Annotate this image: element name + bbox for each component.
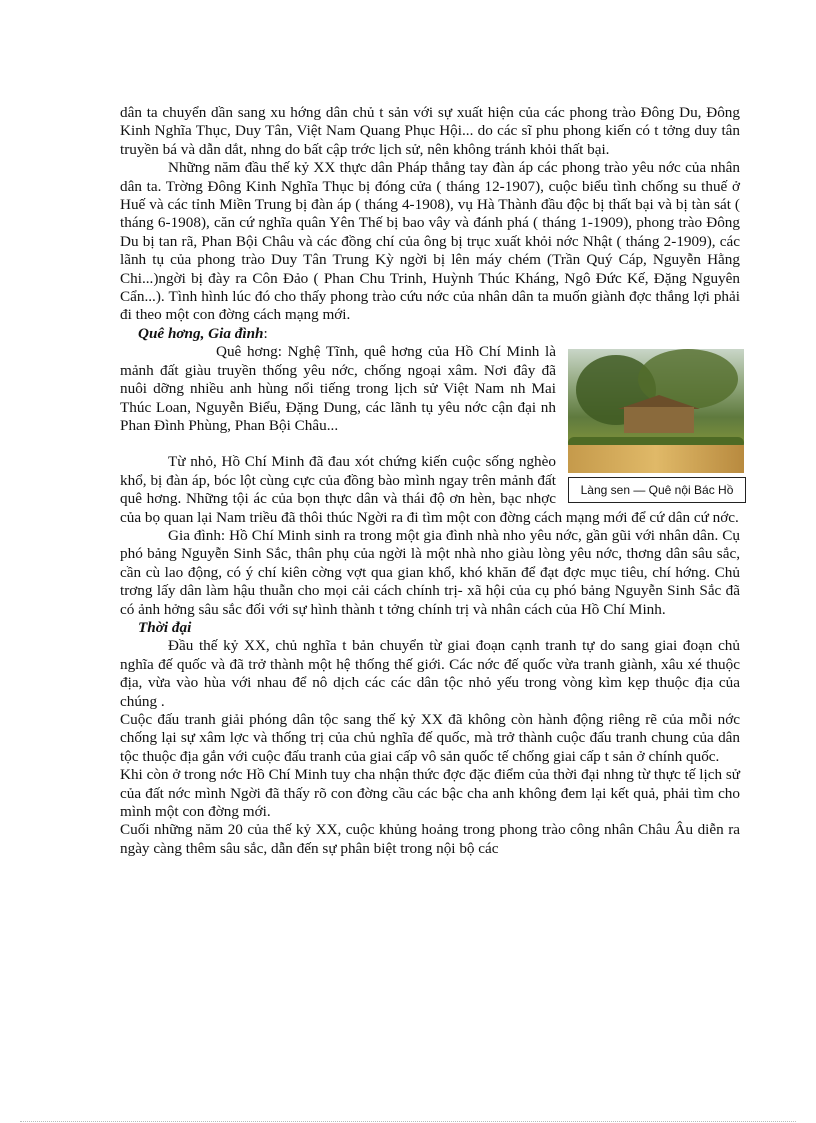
heading-hometown-text: Quê hơng, Gia đình	[138, 324, 264, 342]
paragraph-childhood: Từ nhỏ, Hồ Chí Minh đã đau xót chứng kiến cuộc sống nghèo khổ, bị đàn áp, bóc lột cùng cực của đồng bào mình ngay trên mảnh đất quê hơng. Những tội ác của bọn thực dân và thái độ ơn hèn, bạc nhợc của bọ quan lại Nam triều đã thôi thúc Ngời ra đi tìm một con đờng cách mạng mới để cứ dân cứ nớc.	[120, 453, 739, 526]
figure-caption: Làng sen — Quê nội Bác Hồ	[568, 477, 746, 503]
paragraph-family: Gia đình: Hồ Chí Minh sinh ra trong một gia đình nhà nho yêu nớc, gần gũi với nhân dân. Cụ phó bảng Nguyễn Sinh Sắc, thân phụ của ngời là một nhà nho giàu lòng yêu nớc, thơng dân sâu sắc, cần cù lao động, có ý chí kiên cờng vợt qua gian khổ, khó khăn để đạt đợc mục tiêu, chí hớng. Chủ trơng lấy dân làm hậu thuẫn cho mọi cải cách chính trị- xã hội của cụ phó bảng Nguyễn Sinh Sắc đã có ảnh hởng sâu sắc đối với sự hình thành t tởng chính trị và nhân cách của Hồ Chí Minh.	[120, 526, 740, 618]
heading-hometown-colon: :	[263, 324, 268, 342]
figure-lang-sen	[568, 349, 746, 503]
village-photo	[568, 349, 744, 473]
heading-hometown	[120, 325, 740, 343]
paragraph-era-2: Cuộc đấu tranh giải phóng dân tộc sang thế kỷ XX đã không còn hành động riêng rẽ của mỗi nớc chống lại sự xâm lợc và thống trị của chủ nghĩa đế quốc, mà trở thành cuộc đấu tranh chung của dân tộc thuộc địa gắn với cuộc đấu tranh của giai cấp vô sản quốc tế chống giai cấp t sản ở chính quốc.	[120, 711, 740, 765]
paragraph-era-1: Đầu thế kỷ XX, chủ nghĩa t bản chuyển từ giai đoạn cạnh tranh tự do sang giai đoạn chủ nghĩa đế quốc và đã trở thành một hệ thống thế giới. Các nớc đế quốc vừa tranh giành, xâu xé thuộc địa, vừa vào hùa với nhau để nô dịch các các dân tộc nhỏ yếu trong vòng kìm kẹp thuộc địa của chúng .	[120, 637, 740, 710]
paragraph-era-3: Khi còn ở trong nớc Hồ Chí Minh tuy cha nhận thức đợc đặc điểm của thời đại nhng từ thực tế lịch sử của đất nớc mình Ngời đã thấy rõ con đờng cầu các bậc cha anh không đem lại kết quả, phải tìm cho mình một con đờng mới.	[120, 766, 740, 821]
heading-era: Thời đại	[138, 618, 192, 636]
document-body	[120, 104, 740, 858]
paragraph-hometown: Quê hơng: Nghệ Tĩnh, quê hơng của Hồ Chí Minh là mảnh đất giàu truyền thống yêu nớc, chống ngoại xâm. Nơi đây đã nuôi dỡng nhiều anh hùng nổi tiếng trong lịch sử Việt Nam nh Mai Thúc Loan, Nguyễn Biểu, Đặng Dung, các lãnh tụ yêu nớc cận đại nh Phan Đình Phùng, Phan Bội Châu...	[120, 343, 556, 434]
paragraph-intro-1: dân ta chuyển dần sang xu hớng dân chủ t sản với sự xuất hiện của các phong trào Đông Du, Đông Kinh Nghĩa Thục, Duy Tân, Việt Nam Quang Phục Hội... do các sĩ phu phong kiến có t tởng duy tân truyền bá và dẫn dắt, nhng do bất cập trớc lịch sử, nên không tránh khỏi thất bại.	[120, 104, 740, 158]
paragraph-era-4: Cuối những năm 20 của thế kỷ XX, cuộc khủng hoảng trong phong trào công nhân Châu Âu diễn ra ngày càng thêm sâu sắc, dẫn đến sự phân biệt trong nội bộ các	[120, 821, 740, 857]
page-bottom-rule	[20, 1121, 796, 1122]
paragraph-intro-2: Những năm đầu thế kỷ XX thực dân Pháp thẳng tay đàn áp các phong trào yêu nớc của nhân dân ta. Trờng Đông Kinh Nghĩa Thục bị đóng cửa ( tháng 12-1907), cuộc biểu tình chống su thuế ở Huế và các tỉnh Miền Trung bị đàn áp ( tháng 4-1908), vụ Hà Thành đầu độc bị thất bại và bị tàn sát ( tháng 6-1908), căn cứ nghĩa quân Yên Thế bị bao vây và đánh phá ( tháng 1-1909), phong trào Đông Du bị tan rã, Phan Bội Châu và các đồng chí của ông bị trục xuất khỏi nớc Nhật ( tháng 2-1909), các lãnh tụ của phong trào Duy Tân Trung Kỳ ngời bị lên máy chém (Trần Quý Cáp, Nguyễn Hằng Chi...)ngời bị đày ra Côn Đảo ( Phan Chu Trinh, Huỳnh Thúc Kháng, Ngô Đức Kế, Đặng Nguyên Cẩn...). Tình hình lúc đó cho thấy phong trào cứu nớc của nhân dân ta muốn giành đợc thắng lợi phải đi theo một con đờng cách mạng mới.	[120, 159, 740, 324]
